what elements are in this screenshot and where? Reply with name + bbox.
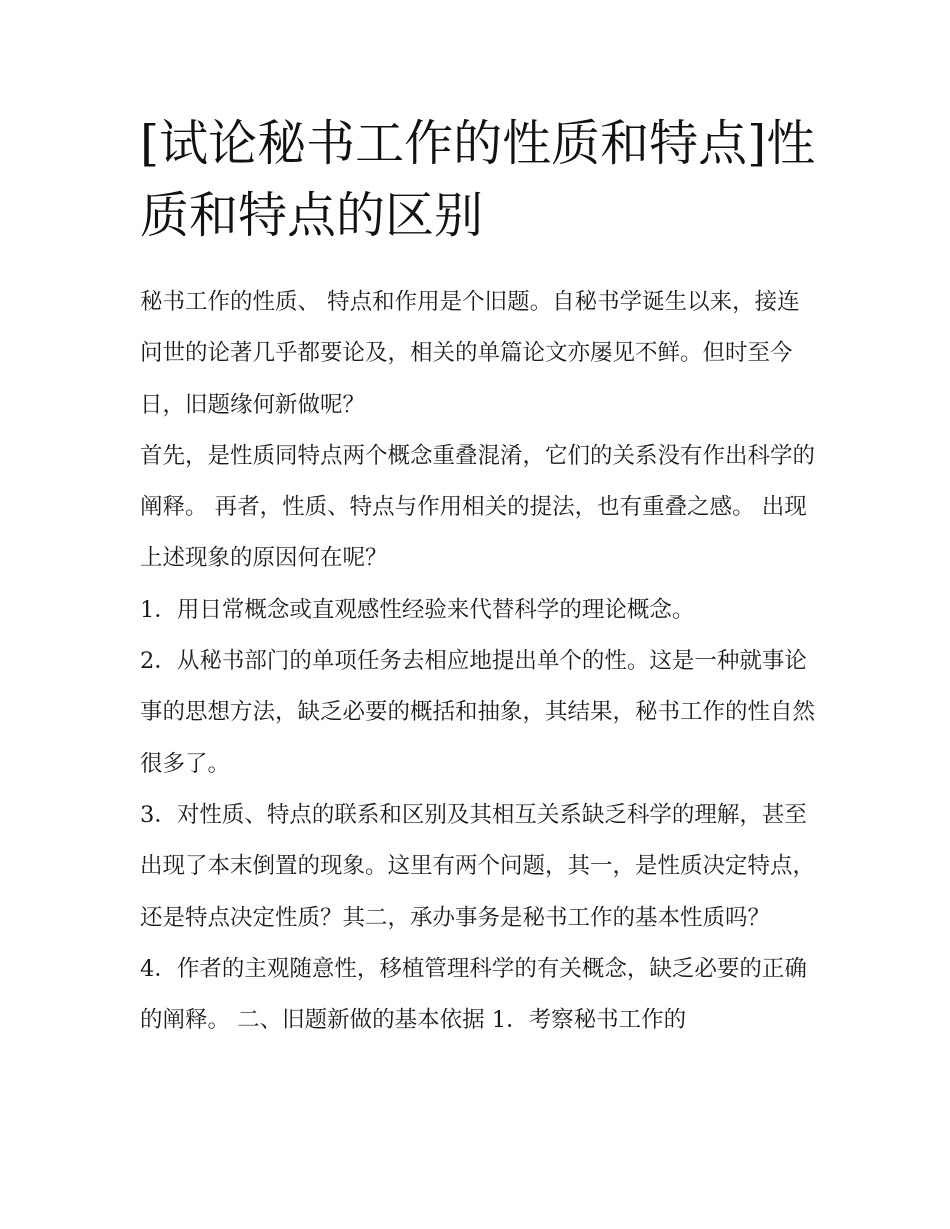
document-page — [140, 108, 820, 1046]
list-item: 4．作者的主观随意性，移植管理科学的有关概念，缺乏必要的正确的阐释。 二、旧题新做的基本依据 1．考察秘书工作的 — [140, 955, 807, 1034]
document-title: [试论秘书工作的性质和特点]性质和特点的区别 — [140, 115, 816, 244]
paragraph: 秘书工作的性质、 特点和作用是个旧题。自秘书学诞生以来，接连问世的论著几乎都要论及，相关的单篇论文亦屡见不鲜。但时至今日，旧题缘何新做呢？ — [140, 289, 800, 418]
list-item: 1．用日常概念或直观感性经验来代替科学的理论概念。 — [140, 596, 695, 623]
list-item: 3．对性质、特点的联系和区别及其相互关系缺乏科学的理解，甚至出现了本末倒置的现象。这里有两个问题，其一，是性质决定特点，还是特点决定性质？其二，承办事务是秘书工作的基本性质吗？ — [140, 801, 816, 931]
document-body — [140, 277, 820, 1046]
paragraph: 首先，是性质同特点两个概念重叠混淆，它们的关系没有作出科学的阐释。 再者，性质、特点与作用相关的提法，也有重叠之感。 出现上述现象的原因何在呢？ — [140, 442, 816, 572]
list-item: 2．从秘书部门的单项任务去相应地提出单个的性。这是一种就事论事的思想方法，缺乏必要的概括和抽象，其结果，秘书工作的性自然很多了。 — [140, 648, 816, 777]
